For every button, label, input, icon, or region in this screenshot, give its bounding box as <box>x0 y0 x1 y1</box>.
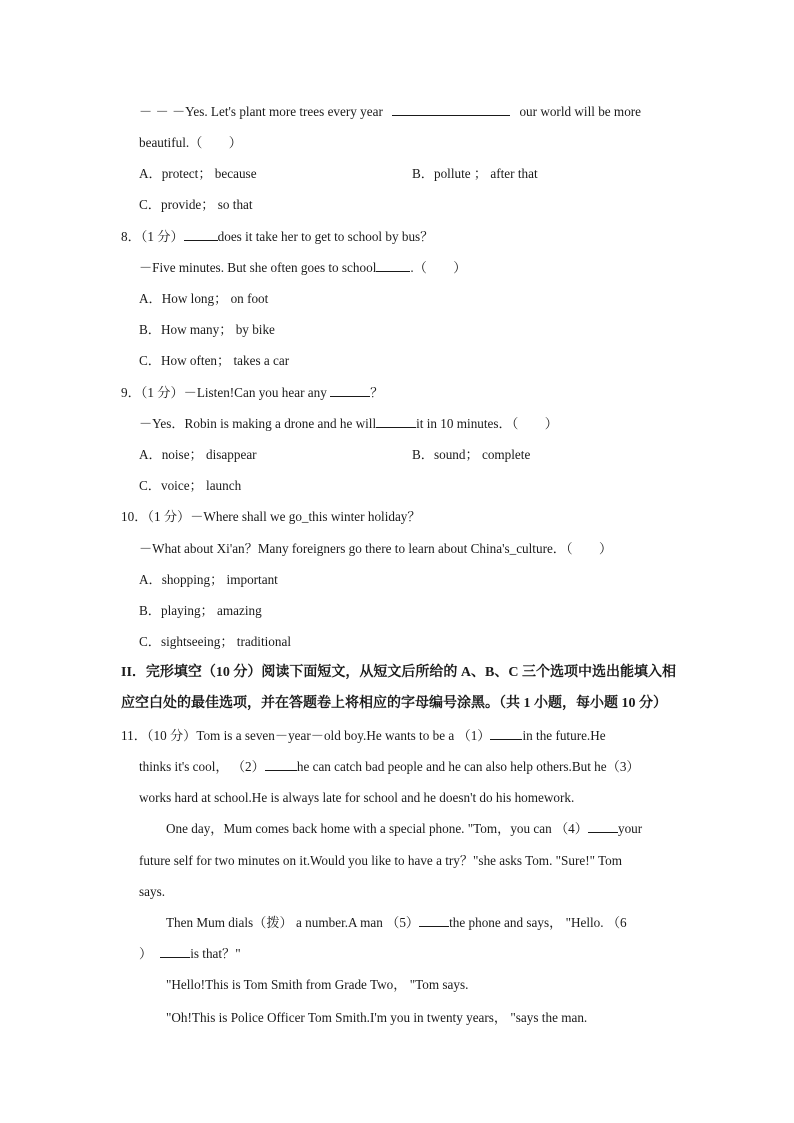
q9-stem-text: 9．（1 分）－Listen!Can you hear any <box>121 385 327 400</box>
q11-l2-end: he can catch bad people and he can also help others.But he（3） <box>296 759 640 774</box>
q7-option-c: C．provide； so that <box>139 197 253 212</box>
q7-line1 <box>139 103 641 121</box>
q11-l8-end: is that？" <box>190 946 241 961</box>
q10-option-c: C．sightseeing； traditional <box>139 634 292 649</box>
q11-line10: "Oh!This is Police Officer Tom Smith.I'm you in twenty years， "says the man. <box>166 1010 588 1025</box>
q7-line1-pre: － － －Yes. Let's plant more trees every year <box>139 104 383 119</box>
q11-l1-text: 11．（10 分）Tom is a seven－year－old boy.He wants to be a （1） <box>121 728 491 743</box>
q8-option-c: C．How often； takes a car <box>139 353 290 368</box>
q11-line7 <box>166 914 627 932</box>
q7-option-a: A．protect； because <box>139 166 257 181</box>
q11-blank-2 <box>265 758 297 771</box>
q8-number: 8．（1 分） <box>121 229 184 244</box>
q7-blank <box>392 103 510 116</box>
q11-l7-end: the phone and says， "Hello. （6 <box>449 915 627 930</box>
q11-blank-4 <box>588 820 618 833</box>
q8-reply-text: －Five minutes. But she often goes to school <box>139 260 377 275</box>
section-2-heading-line2: 应空白处的最佳选项，并在答题卷上将相应的字母编号涂黑。（共 1 小题，每小题 10 分） <box>121 696 667 711</box>
q11-line3: works hard at school.He is always late for school and he doesn't do his homework. <box>139 790 575 805</box>
q8-option-b: B．How many； by bike <box>139 322 275 337</box>
q8-reply <box>139 259 466 277</box>
q9-stem-end: ？ <box>370 385 384 400</box>
q11-blank-5 <box>419 914 449 927</box>
q11-line6: says. <box>139 884 166 899</box>
q11-line4 <box>166 820 642 838</box>
q11-line8 <box>139 945 241 963</box>
q11-l4-end: your <box>617 821 643 836</box>
q9-reply-end: it in 10 minutes．（ ） <box>416 416 558 431</box>
q7-line1-post: our world will be more <box>519 104 642 119</box>
q9-reply-text: －Yes．Robin is making a drone and he will <box>139 416 377 431</box>
q11-line2 <box>139 758 640 776</box>
q9-stem <box>121 384 383 402</box>
q11-line5: future self for two minutes on it.Would you like to have a try？"she asks Tom. "Sure!" Tom <box>139 853 623 868</box>
section-2-heading-line1: II．完形填空（10 分）阅读下面短文，从短文后所给的 A、B、C 三个选项中选出能填入相 <box>121 665 676 680</box>
q10-reply: －What about Xi'an？Many foreigners go there to learn about China's_culture．（ ） <box>139 541 613 556</box>
q8-blank-2 <box>376 259 410 272</box>
q9-blank-1 <box>330 384 370 397</box>
q8-stem-text: does it take her to get to school by bus？ <box>217 229 434 244</box>
q11-blank-6 <box>160 945 190 958</box>
q11-line9: "Hello!This is Tom Smith from Grade Two， "Tom says. <box>166 977 469 992</box>
q9-option-a: A．noise； disappear <box>139 447 257 462</box>
q9-option-c: C．voice； launch <box>139 478 242 493</box>
q11-line1 <box>121 727 606 745</box>
q8-stem <box>121 228 433 246</box>
q8-blank-1 <box>184 228 218 241</box>
q11-l8-text: ） <box>139 946 153 961</box>
q8-reply-end: .（ ） <box>410 260 467 275</box>
q8-option-a: A．How long； on foot <box>139 291 269 306</box>
q11-l4-text: One day，Mum comes back home with a special phone. "Tom，you can （4） <box>166 821 588 836</box>
q11-l1-end: in the future.He <box>522 728 606 743</box>
q10-option-b: B．playing； amazing <box>139 603 262 618</box>
q10-stem: 10．（1 分）－Where shall we go_this winter holiday？ <box>121 509 421 524</box>
q11-l2-text: thinks it's cool， （2） <box>139 759 265 774</box>
q9-option-b: B．sound； complete <box>412 447 531 462</box>
q9-blank-2 <box>376 415 416 428</box>
q7-line2: beautiful.（ ） <box>139 135 242 150</box>
q9-reply <box>139 415 558 433</box>
q10-option-a: A．shopping； important <box>139 572 278 587</box>
q11-l7-text: Then Mum dials（拨） a number.A man （5） <box>166 915 420 930</box>
q11-blank-1 <box>490 727 522 740</box>
q7-option-b: B．pollute ； after that <box>412 166 538 181</box>
